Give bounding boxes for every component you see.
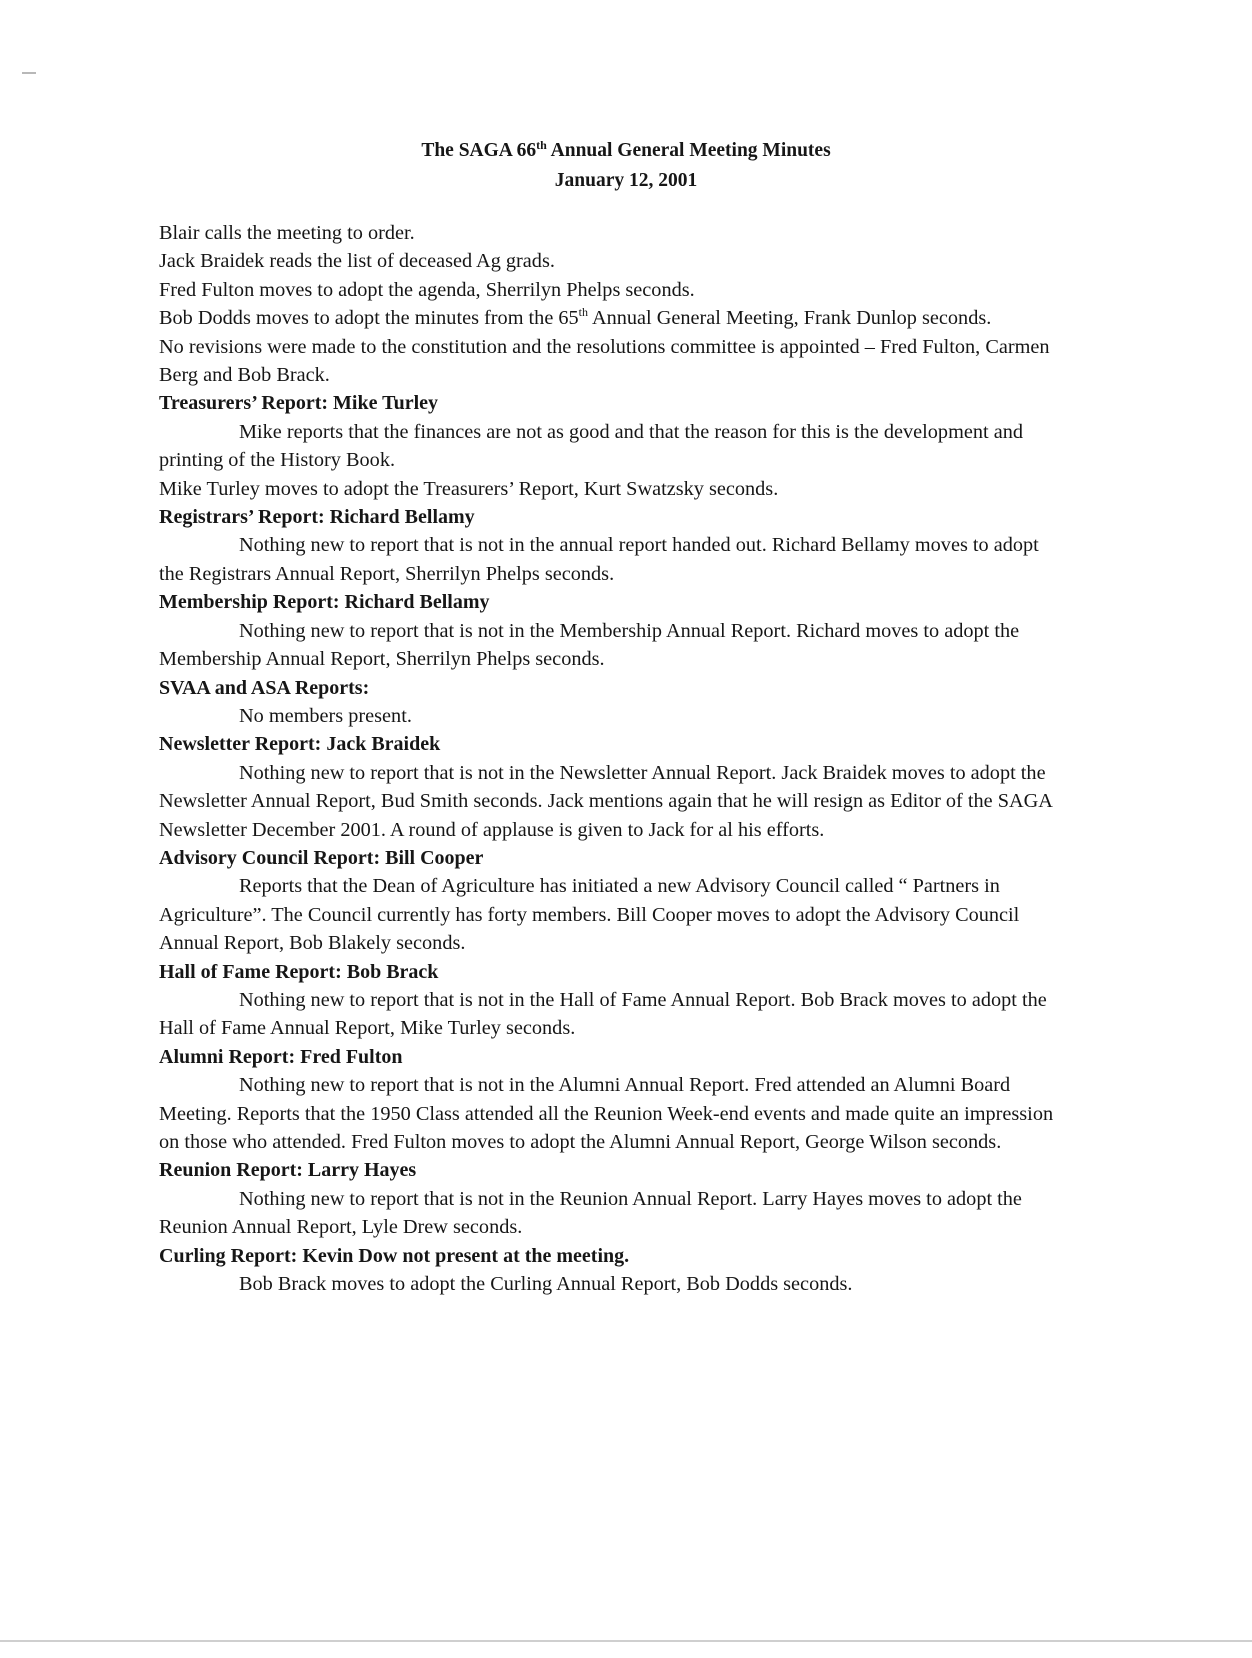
report-motion-treasurer: Mike Turley moves to adopt the Treasurers’ Report, Kurt Swatzsky seconds.	[159, 477, 779, 500]
report-heading-svaa-asa: SVAA and ASA Reports:	[159, 676, 370, 699]
report-heading-alumni: Alumni Report: Fred Fulton	[159, 1045, 403, 1068]
report-heading-curling: Curling Report: Kevin Dow not present at the meeting.	[159, 1244, 630, 1267]
minutes-motion-post: Annual General Meeting, Frank Dunlop seconds.	[588, 307, 992, 330]
minutes-body	[159, 219, 1059, 1298]
report-heading-treasurer: Treasurers’ Report: Mike Turley	[159, 392, 439, 415]
scan-bottom-edge	[0, 1640, 1252, 1642]
title-superscript: th	[536, 138, 547, 152]
report-heading-advisory-council: Advisory Council Report: Bill Cooper	[159, 846, 484, 869]
report-heading-reunion: Reunion Report: Larry Hayes	[159, 1159, 417, 1182]
report-body-registrar: Nothing new to report that is not in the annual report handed out. Richard Bellamy moves to adopt the Registrars Annual Report, Sherrilyn Phelps seconds.	[159, 534, 1039, 585]
document-title	[0, 136, 1252, 166]
scan-speck	[22, 72, 36, 74]
report-body-reunion: Nothing new to report that is not in the Reunion Annual Report. Larry Hayes moves to adopt the Reunion Annual Report, Lyle Drew seconds.	[159, 1187, 1022, 1239]
title-pre: The SAGA 66	[421, 140, 537, 161]
report-heading-registrar: Registrars’ Report: Richard Bellamy	[159, 506, 475, 529]
document-date: January 12, 2001	[554, 170, 698, 191]
constitution-note: No revisions were made to the constitution and the resolutions committee is appointed – Fred Fulton, Carmen Berg and Bob Brack.	[159, 335, 1050, 387]
report-body-treasurer: Mike reports that the finances are not as good and that the reason for this is the development and printing of the History Book.	[159, 420, 1023, 472]
title-post: Annual General Meeting Minutes	[546, 140, 831, 161]
report-heading-hall-of-fame: Hall of Fame Report: Bob Brack	[159, 960, 439, 983]
minutes-motion-pre: Bob Dodds moves to adopt the minutes from the 65	[159, 307, 579, 330]
report-body-hall-of-fame: Nothing new to report that is not in the Hall of Fame Annual Report. Bob Brack moves to adopt the Hall of Fame Annual Report, Mike Turley seconds.	[159, 988, 1047, 1040]
report-body-membership: Nothing new to report that is not in the Membership Annual Report. Richard moves to adopt the Membership Annual Report, Sherrilyn Phelps seconds.	[159, 619, 1020, 671]
report-heading-newsletter: Newsletter Report: Jack Braidek	[159, 733, 441, 756]
report-heading-membership: Membership Report: Richard Bellamy	[159, 591, 490, 614]
report-body-curling: Bob Brack moves to adopt the Curling Annual Report, Bob Dodds seconds.	[239, 1273, 853, 1296]
minutes-motion	[159, 304, 1059, 332]
document-header	[0, 136, 1252, 196]
call-to-order: Blair calls the meeting to order.	[159, 222, 415, 244]
deceased-list-note: Jack Braidek reads the list of deceased Ag grads.	[159, 250, 555, 273]
report-body-newsletter: Nothing new to report that is not in the Newsletter Annual Report. Jack Braidek moves to adopt the Newsletter Annual Report, Bud Smith seconds. Jack mentions again that he will resign as Editor of the SAGA Newsletter December 2001. A round of applause is given to Jack for al his efforts.	[159, 761, 1052, 841]
report-body-advisory-council: Reports that the Dean of Agriculture has initiated a new Advisory Council called “ Partners in Agriculture”. The Council currently has forty members. Bill Cooper moves to adopt the Advisory Council Annual Report, Bob Blakely seconds.	[159, 875, 1020, 955]
report-body-alumni: Nothing new to report that is not in the Alumni Annual Report. Fred attended an Alumni Board Meeting. Reports that the 1950 Class attended all the Reunion Week-end events and made quite an impression on those who attended. Fred Fulton moves to adopt the Alumni Annual Report, George Wilson seconds.	[159, 1074, 1054, 1153]
agenda-motion: Fred Fulton moves to adopt the agenda, Sherrilyn Phelps seconds.	[159, 278, 695, 301]
minutes-motion-superscript: th	[578, 305, 589, 320]
report-body-svaa-asa: No members present.	[239, 704, 412, 727]
